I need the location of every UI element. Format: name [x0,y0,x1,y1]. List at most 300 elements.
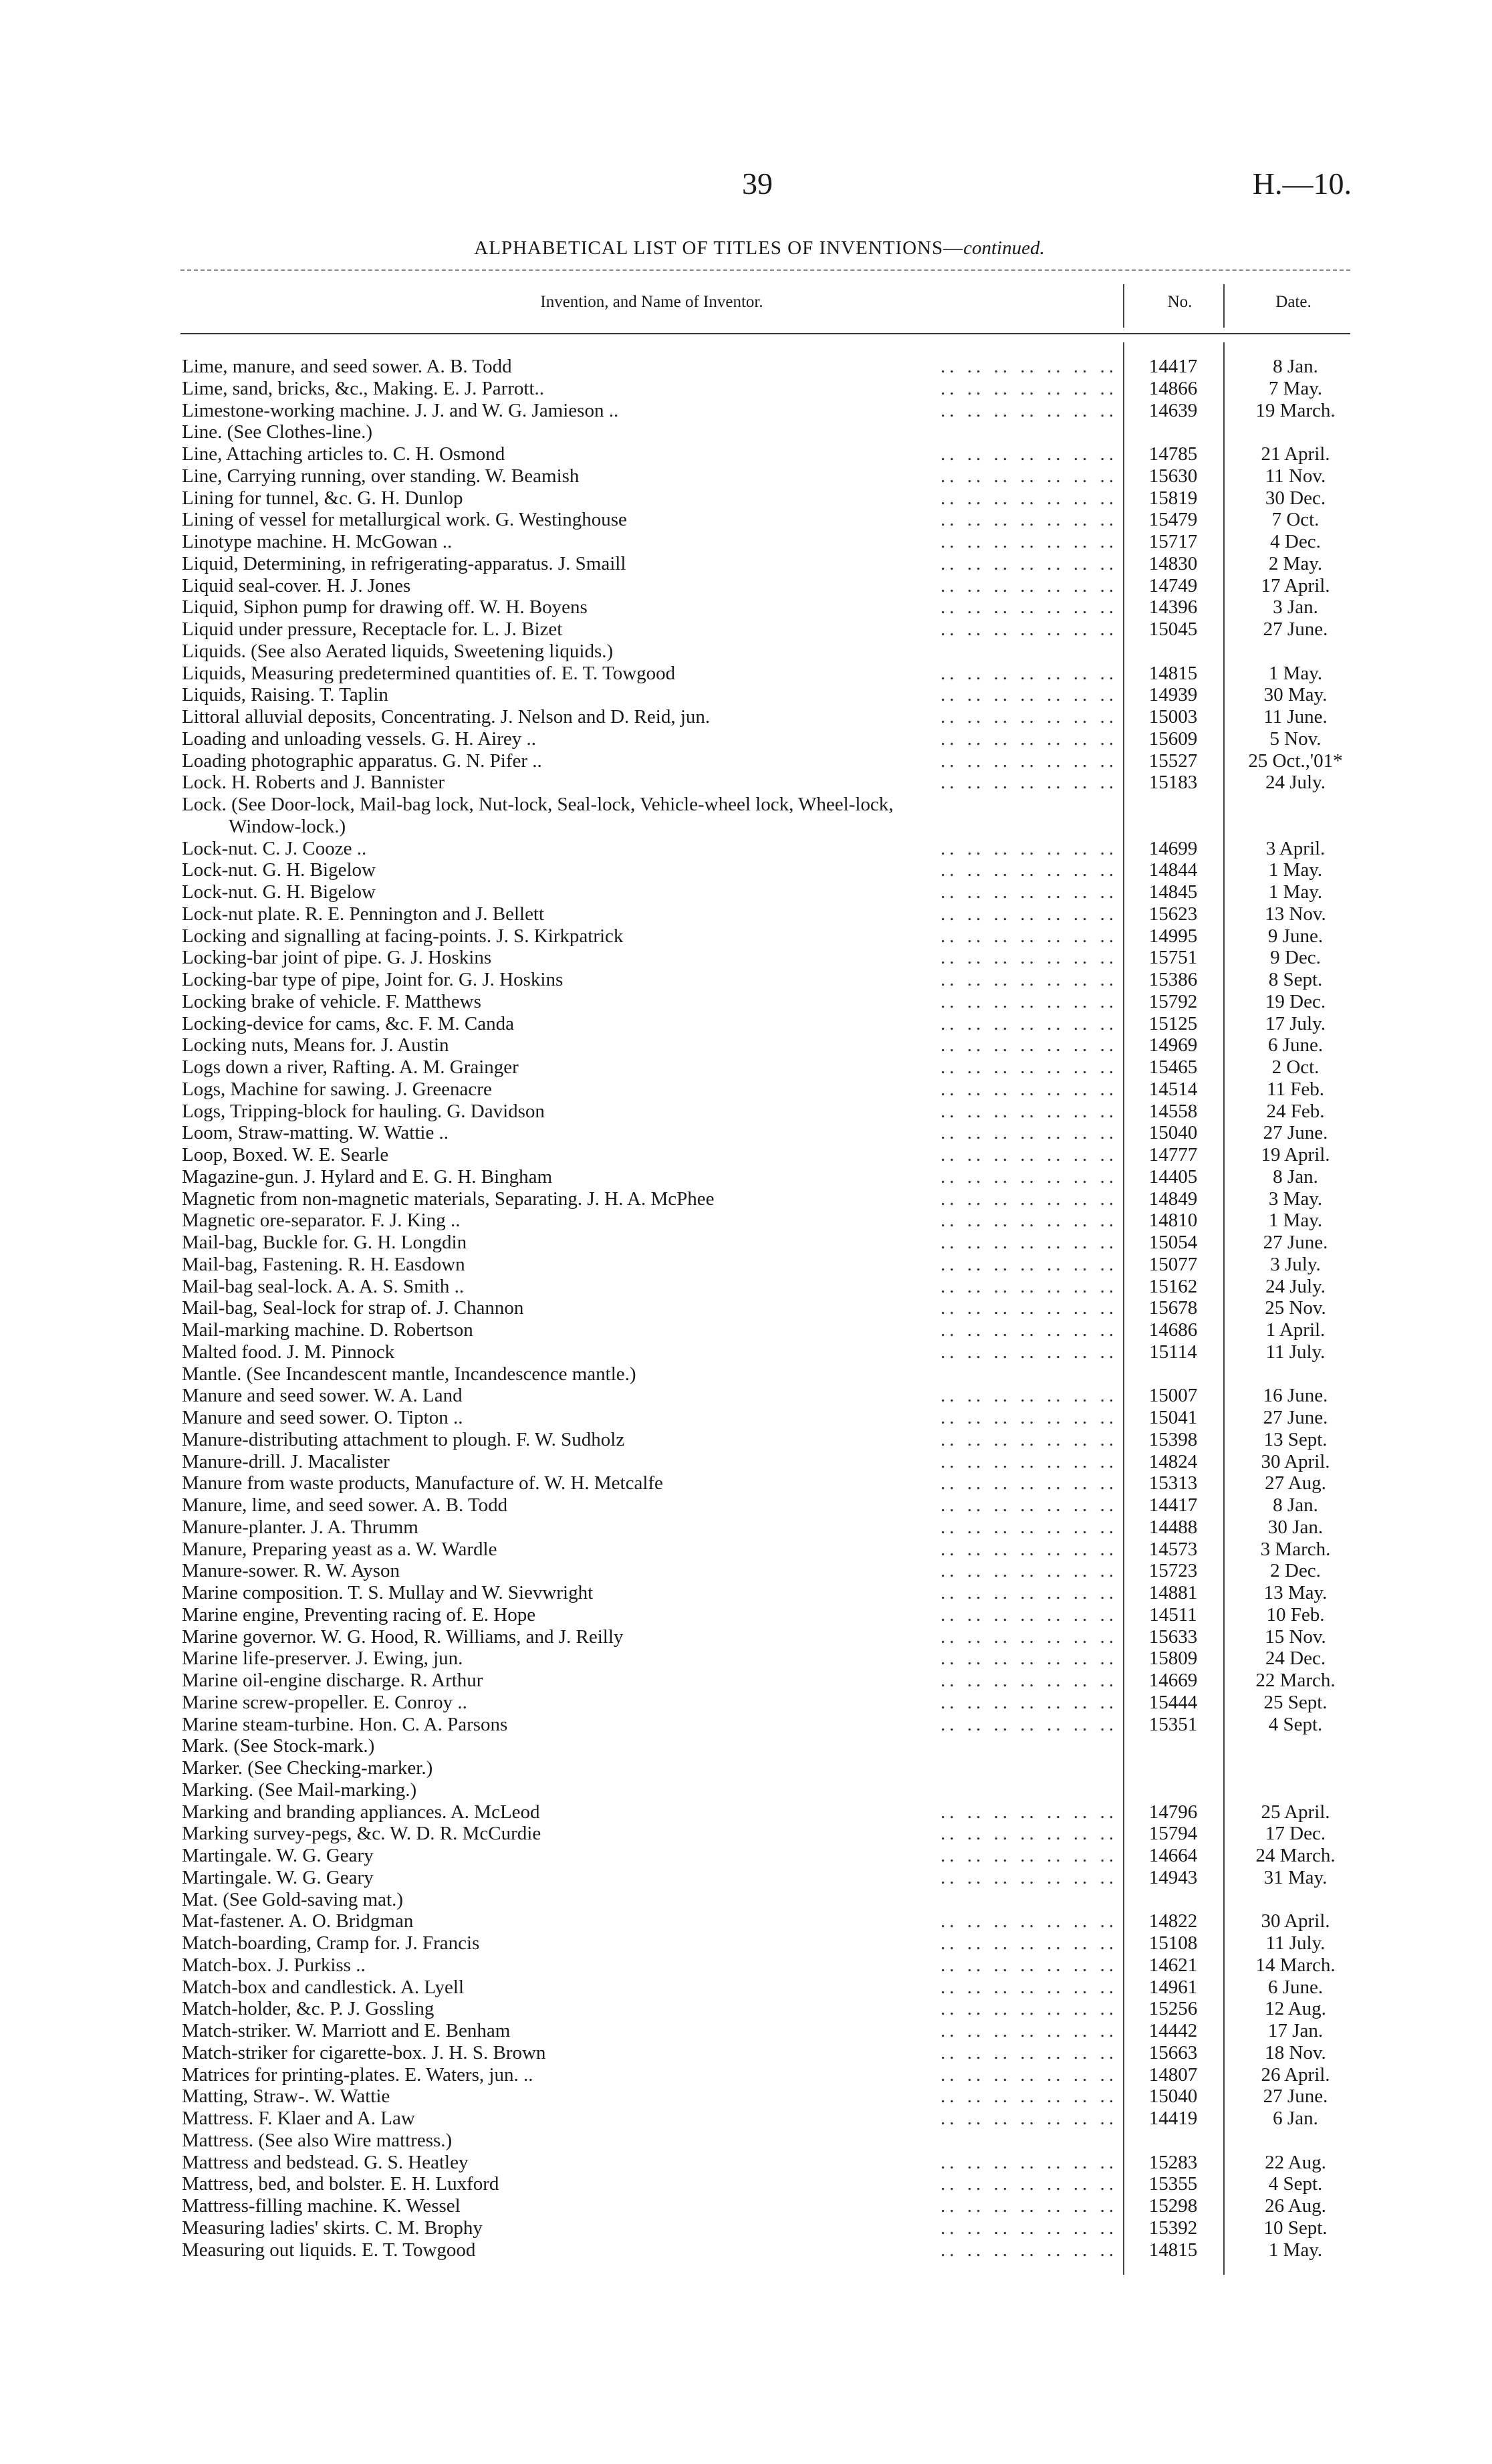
invention-text: Measuring out liquids. E. T. Towgood [182,2239,476,2261]
list-item [182,1188,1358,1210]
invention-title [182,991,489,1013]
leader-dots: .. .. .. .. .. .. .. [941,1648,1118,1670]
list-item [182,1801,1358,1823]
patent-date: 13 May. [1263,1582,1328,1603]
invention-text: Lock-nut plate. R. E. Pennington and J. Bellett [182,903,545,925]
patent-number: 15633 [1148,1626,1198,1648]
leader-dots: .. .. .. .. .. .. .. [941,837,1118,859]
list-item [182,421,1358,443]
patent-date: 10 Feb. [1266,1603,1325,1626]
list-item [182,794,1358,838]
list-item [182,1429,1358,1451]
invention-title [182,1845,382,1867]
patent-number: 15183 [1148,772,1198,794]
invention-text: Marine composition. T. S. Mullay and W. Sievwright [182,1582,594,1603]
invention-text: Match-box. J. Purkiss .. [182,1954,366,1976]
patent-date: 24 March. [1255,1845,1336,1866]
list-item [182,509,1358,531]
patent-date: 17 Jan. [1267,2020,1324,2041]
list-item [182,1977,1358,1999]
patent-number: 14621 [1148,1954,1198,1976]
invention-text: Mattress-filling machine. K. Wessel [182,2195,461,2217]
list-item [182,378,1358,400]
leader-dots: .. .. .. .. .. .. .. [941,574,1118,596]
list-item [182,1714,1358,1736]
patent-date: 25 Sept. [1263,1691,1328,1713]
patent-number: 15077 [1148,1253,1198,1275]
list-item [182,1692,1358,1714]
leader-dots: .. .. .. .. .. .. .. [941,487,1118,509]
invention-title [182,1254,473,1276]
invention-title [182,443,513,465]
patent-date: 26 April. [1261,2063,1330,2086]
invention-text: Match-striker. W. Marriott and E. Benham [182,2020,511,2041]
invention-text: Liquid, Determining, in refrigerating-apparatus. J. Smaill [182,552,626,574]
patent-date: 1 May. [1268,662,1323,684]
patent-number: 15003 [1148,706,1198,727]
leader-dots: .. .. .. .. .. .. .. [941,1385,1118,1407]
invention-title [182,750,550,772]
invention-text: Lock-nut. C. J. Cooze .. [182,837,367,859]
patent-number: 14844 [1148,859,1198,881]
patent-number: 14961 [1148,1976,1198,1998]
patent-date: 24 Dec. [1265,1648,1326,1670]
invention-title [182,1889,411,1911]
patent-number: 14777 [1148,1144,1198,1165]
list-item [182,1122,1358,1144]
leader-dots: .. .. .. .. .. .. .. [941,2217,1118,2239]
list-item [182,2239,1358,2261]
invention-title [182,838,374,860]
invention-text: Measuring ladies' skirts. C. M. Brophy [182,2217,483,2239]
list-item [182,2195,1358,2217]
patent-date: 1 May. [1268,1210,1323,1232]
list-item [182,1079,1358,1101]
invention-text: Mattress. F. Klaer and A. Law [182,2108,415,2129]
invention-title [182,969,571,991]
list-item [182,1056,1358,1079]
leader-dots: .. .. .. .. .. .. .. [941,2151,1118,2173]
invention-title [182,1954,374,1977]
patent-date: 6 Jan. [1273,2108,1318,2129]
patent-number: 15108 [1148,1932,1198,1954]
list-item [182,1232,1358,1254]
leader-dots: .. .. .. .. .. .. .. [941,684,1118,706]
invention-title [182,881,384,903]
list-item [182,1451,1358,1473]
list-item [182,2152,1358,2174]
invention-text: Limestone-working machine. J. J. and W. G. Jamieson .. [182,399,619,421]
column-header-invention: Invention, and Name of Inventor. [540,293,763,311]
invention-text: Mail-bag, Seal-lock for strap of. J. Channon [182,1297,524,1319]
patent-date: 16 June. [1263,1385,1328,1407]
patent-date: 3 Jan. [1273,596,1318,619]
invention-text: Manure from waste products, Manufacture of. W. H. Metcalfe [182,1472,663,1494]
invention-text: Match-boarding, Cramp for. J. Francis [182,1932,480,1954]
leader-dots: .. .. .. .. .. .. .. [941,1932,1118,1954]
leader-dots: .. .. .. .. .. .. .. [941,377,1118,399]
invention-text: Marine life-preserver. J. Ewing, jun. [182,1648,463,1670]
leader-dots: .. .. .. .. .. .. .. [941,772,1118,794]
patent-date: 19 Dec. [1265,990,1326,1012]
patent-number: 14881 [1148,1582,1198,1603]
patent-number: 14699 [1148,837,1198,859]
patent-number: 15723 [1148,1560,1198,1582]
patent-date: 24 Feb. [1266,1100,1325,1122]
patent-date: 17 April. [1261,574,1330,596]
invention-text: Marker. (See Checking-marker.) [182,1757,433,1779]
patent-date: 2 Oct. [1271,1056,1320,1078]
leader-dots: .. .. .. .. .. .. .. [941,1188,1118,1210]
patent-date: 13 Nov. [1265,903,1326,925]
invention-text: Locking and signalling at facing-points. J. S. Kirkpatrick [182,925,624,947]
list-item [182,1363,1358,1385]
patent-date: 2 May. [1268,552,1323,574]
leader-dots: .. .. .. .. .. .. .. [941,1516,1118,1538]
invention-title [182,1977,472,1999]
leader-dots: .. .. .. .. .. .. .. [941,969,1118,990]
list-item [182,1998,1358,2020]
patent-date: 3 March. [1260,1538,1331,1560]
list-item [182,1845,1358,1867]
invention-text: Mattress, bed, and bolster. E. H. Luxford [182,2173,499,2195]
invention-text: Marking and branding appliances. A. McLeod [182,1801,540,1823]
patent-number: 15313 [1148,1472,1198,1494]
patent-date: 12 Aug. [1265,1998,1326,2020]
invention-title [182,1692,475,1714]
patent-number: 15630 [1148,465,1198,487]
invention-title [182,1582,601,1604]
leader-dots: .. .. .. .. .. .. .. [941,2195,1118,2217]
leader-dots: .. .. .. .. .. .. .. [941,1472,1118,1494]
invention-title [182,2195,469,2217]
list-item [182,1648,1358,1670]
list-item [182,2042,1358,2064]
invention-title [182,772,453,794]
invention-title [182,947,499,969]
list-item [182,1013,1358,1035]
patent-date: 18 Nov. [1265,2041,1326,2063]
leader-dots: .. .. .. .. .. .. .. [941,925,1118,947]
invention-title [182,1385,471,1407]
patent-date: 22 March. [1255,1670,1336,1691]
invention-title [182,1056,527,1079]
list-item [182,684,1358,706]
invention-title [182,684,396,706]
list-item [182,531,1358,553]
patent-date: 6 June. [1267,1034,1324,1056]
patent-date: 1 May. [1268,859,1323,881]
list-item [182,2086,1358,2108]
patent-date: 10 Sept. [1263,2217,1328,2239]
invention-title [182,641,621,663]
invention-text: Lining of vessel for metallurgical work. G. Westinghouse [182,509,627,531]
invention-title [182,531,460,553]
patent-number: 14417 [1148,356,1198,377]
invention-title [182,1757,441,1779]
invention-text: Marine engine, Preventing racing of. E. Hope [182,1603,536,1626]
invention-text: Locking nuts, Means for. J. Austin [182,1034,449,1056]
title-continued: continued. [963,237,1045,259]
list-item [182,881,1358,903]
leader-dots: .. .. .. .. .. .. .. [941,1428,1118,1450]
patent-number: 14749 [1148,574,1198,596]
invention-title [182,1013,522,1035]
patent-date: 24 July. [1265,1275,1326,1297]
invention-text: Mail-marking machine. D. Robertson [182,1319,473,1341]
patent-number: 15283 [1148,2151,1198,2173]
patent-date: 27 June. [1263,1122,1328,1144]
invention-text: Logs, Tripping-block for hauling. G. Davidson [182,1100,545,1122]
patent-number: 15444 [1148,1691,1198,1713]
patent-number: 14943 [1148,1866,1198,1888]
invention-title [182,465,587,487]
patent-number: 14822 [1148,1910,1198,1932]
patent-date: 26 Aug. [1265,2195,1326,2217]
patent-number: 15045 [1148,619,1198,640]
invention-text: Magazine-gun. J. Hylard and E. G. H. Bingham [182,1165,553,1188]
list-item [182,400,1358,422]
patent-date: 27 June. [1263,2086,1328,2108]
list-item [182,925,1358,947]
patent-number: 15040 [1148,2086,1198,2108]
invention-title [182,1517,426,1539]
patent-number: 14573 [1148,1538,1198,1560]
patent-date: 4 Dec. [1270,531,1321,552]
patent-number: 14815 [1148,662,1198,684]
invention-title [182,378,552,400]
invention-text: Marking survey-pegs, &c. W. D. R. McCurdie [182,1823,541,1845]
patent-number: 14558 [1148,1100,1198,1122]
invention-text: Mattress and bedstead. G. S. Heatley [182,2151,469,2173]
invention-title [182,1144,396,1166]
patent-number: 14514 [1148,1078,1198,1100]
patent-number: 14849 [1148,1188,1198,1210]
patent-number: 14405 [1148,1165,1198,1188]
list-item [182,859,1358,881]
list-item [182,443,1358,465]
patent-date: 1 May. [1268,2239,1323,2261]
list-item [182,1954,1358,1977]
list-item [182,947,1358,969]
list-item [182,1889,1358,1911]
list-item [182,1604,1358,1626]
patent-date: 8 Jan. [1273,1494,1318,1516]
invention-text: Liquid under pressure, Receptacle for. L. J. Bizet [182,619,563,640]
header-divider-2 [1223,284,1225,328]
leader-dots: .. .. .. .. .. .. .. [941,750,1118,772]
leader-dots: .. .. .. .. .. .. .. [941,2173,1118,2195]
invention-title [182,356,520,378]
leader-dots: .. .. .. .. .. .. .. [941,1866,1118,1888]
patent-date: 19 April. [1261,1144,1330,1165]
patent-number: 15609 [1148,727,1198,750]
list-item [182,750,1358,772]
invention-text: Locking brake of vehicle. F. Matthews [182,990,481,1012]
patent-date: 21 April. [1261,443,1330,465]
list-item [182,1582,1358,1604]
patent-date: 6 June. [1267,1976,1324,1998]
leader-dots: .. .. .. .. .. .. .. [941,1100,1118,1122]
patent-date: 4 Sept. [1268,1713,1323,1735]
leader-dots: .. .. .. .. .. .. .. [941,1845,1118,1866]
invention-text: Line, Carrying running, over standing. W. Beamish [182,465,580,487]
list-item [182,728,1358,750]
leader-dots: .. .. .. .. .. .. .. [941,1297,1118,1319]
leader-dots: .. .. .. .. .. .. .. [941,903,1118,925]
page-number: 39 [742,166,773,201]
leader-dots: .. .. .. .. .. .. .. [941,1275,1118,1297]
patent-number: 15398 [1148,1428,1198,1450]
patent-date: 8 Jan. [1273,1165,1318,1188]
invention-text: Manure, lime, and seed sower. A. B. Todd [182,1494,508,1516]
patent-date: 22 Aug. [1265,2151,1326,2173]
patent-number: 15479 [1148,509,1198,531]
invention-text: Locking-bar joint of pipe. G. J. Hoskins [182,947,492,969]
patent-date: 8 Sept. [1268,969,1323,990]
patent-number: 15007 [1148,1385,1198,1407]
list-item [182,1297,1358,1319]
invention-text: Magnetic from non-magnetic materials, Separating. J. H. A. McPhee [182,1188,715,1210]
patent-number: 14785 [1148,443,1198,465]
invention-text: Malted food. J. M. Pinnock [182,1341,395,1363]
leader-dots: .. .. .. .. .. .. .. [941,1538,1118,1560]
invention-title [182,1319,481,1341]
invention-title [182,1735,382,1757]
leader-dots: .. .. .. .. .. .. .. [941,465,1118,487]
patent-date: 25 Nov. [1265,1297,1326,1319]
invention-text: Mail-bag seal-lock. A. A. S. Smith .. [182,1275,465,1297]
invention-title [182,706,718,728]
patent-date: 14 March. [1255,1954,1336,1976]
patent-number: 14442 [1148,2020,1198,2041]
patent-number: 14807 [1148,2063,1198,2086]
invention-title [182,1670,491,1692]
patent-number: 15465 [1148,1056,1198,1078]
invention-title [182,2042,553,2064]
leader-dots: .. .. .. .. .. .. .. [941,1910,1118,1932]
list-item [182,1254,1358,1276]
invention-text: Littoral alluvial deposits, Concentrating. J. Nelson and D. Reid, jun. [182,706,711,727]
patent-number: 14664 [1148,1845,1198,1866]
patent-date: 2 Dec. [1270,1560,1321,1582]
invention-title [182,2152,476,2174]
invention-title [182,1101,553,1123]
patent-number: 15054 [1148,1232,1198,1253]
invention-title [182,553,634,575]
invention-title [182,619,570,641]
patent-date: 30 April. [1261,1450,1330,1472]
leader-dots: .. .. .. .. .. .. .. [941,596,1118,619]
patent-number: 15623 [1148,903,1198,925]
leader-dots: .. .. .. .. .. .. .. [941,443,1118,465]
list-item [182,1867,1358,1889]
invention-text: Mat. (See Gold-saving mat.) [182,1888,404,1910]
patent-number: 14419 [1148,2108,1198,2129]
patent-date: 4 Sept. [1268,2173,1323,2195]
invention-title [182,1801,548,1823]
patent-number: 15386 [1148,969,1198,990]
invention-text: Liquids, Raising. T. Taplin [182,684,388,706]
leader-dots: .. .. .. .. .. .. .. [941,1603,1118,1626]
leader-dots: .. .. .. .. .. .. .. [941,1034,1118,1056]
header-bottom-rule [180,333,1350,334]
patent-date: 11 July. [1265,1932,1326,1954]
list-item [182,1101,1358,1123]
patent-date: 15 Nov. [1265,1626,1326,1648]
leader-dots: .. .. .. .. .. .. .. [941,1056,1118,1078]
invention-title [182,1079,500,1101]
patent-date: 19 March. [1255,399,1336,421]
list-item [182,1210,1358,1232]
patent-date: 31 May. [1263,1866,1328,1888]
invention-title [182,859,384,881]
patent-number: 14995 [1148,925,1198,947]
leader-dots: .. .. .. .. .. .. .. [941,1122,1118,1144]
invention-title [182,1560,408,1582]
leader-dots: .. .. .. .. .. .. .. [941,1407,1118,1428]
invention-text: Lime, manure, and seed sower. A. B. Todd [182,356,512,377]
invention-text: Logs down a river, Rafting. A. M. Grainger [182,1056,519,1078]
page-title [0,237,1492,259]
list-item [182,2130,1358,2152]
list-item [182,2064,1358,2086]
list-item [182,1539,1358,1561]
invention-text: Manure-drill. J. Macalister [182,1450,390,1472]
invention-text: Manure-planter. J. A. Thrumm [182,1516,418,1538]
invention-title [182,596,596,619]
patent-number: 15792 [1148,990,1198,1012]
invention-title [182,1429,632,1451]
list-item [182,1932,1358,1954]
patent-date: 30 Dec. [1265,487,1326,509]
patent-number: 14810 [1148,1210,1198,1232]
patent-number: 15114 [1149,1341,1197,1363]
invention-title [182,509,635,531]
leader-dots: .. .. .. .. .. .. .. [941,1582,1118,1603]
patent-date: 24 July. [1265,772,1326,794]
patent-number: 15040 [1148,1122,1198,1144]
invention-text: Martingale. W. G. Geary [182,1845,374,1866]
list-item [182,553,1358,575]
leader-dots: .. .. .. .. .. .. .. [941,2020,1118,2041]
patent-number: 15663 [1148,2041,1198,2063]
invention-title [182,1166,560,1188]
invention-title [182,1932,487,1954]
list-item [182,1735,1358,1757]
invention-text: Liquid, Siphon pump for drawing off. W. H. Boyens [182,596,588,619]
list-item [182,356,1358,378]
invention-title [182,2086,398,2108]
invention-text: Lock-nut. G. H. Bigelow [182,881,376,903]
patent-number: 15298 [1148,2195,1198,2217]
invention-text: Matrices for printing-plates. E. Waters, jun. .. [182,2063,533,2086]
invention-text: Mark. (See Stock-mark.) [182,1735,375,1757]
patent-date: 27 Aug. [1265,1472,1326,1494]
leader-dots: .. .. .. .. .. .. .. [941,399,1118,421]
invention-title [182,487,471,510]
leader-dots: .. .. .. .. .. .. .. [941,2108,1118,2129]
patent-number: 14639 [1148,399,1198,421]
invention-title [182,1867,382,1889]
patent-number: 14488 [1148,1516,1198,1538]
invention-title [182,1648,471,1670]
invention-title [182,1823,549,1845]
patent-date: 17 Dec. [1265,1823,1326,1845]
leader-dots: .. .. .. .. .. .. .. [941,1670,1118,1691]
leader-dots: .. .. .. .. .. .. .. [941,859,1118,881]
patent-date: 8 Jan. [1273,356,1318,377]
